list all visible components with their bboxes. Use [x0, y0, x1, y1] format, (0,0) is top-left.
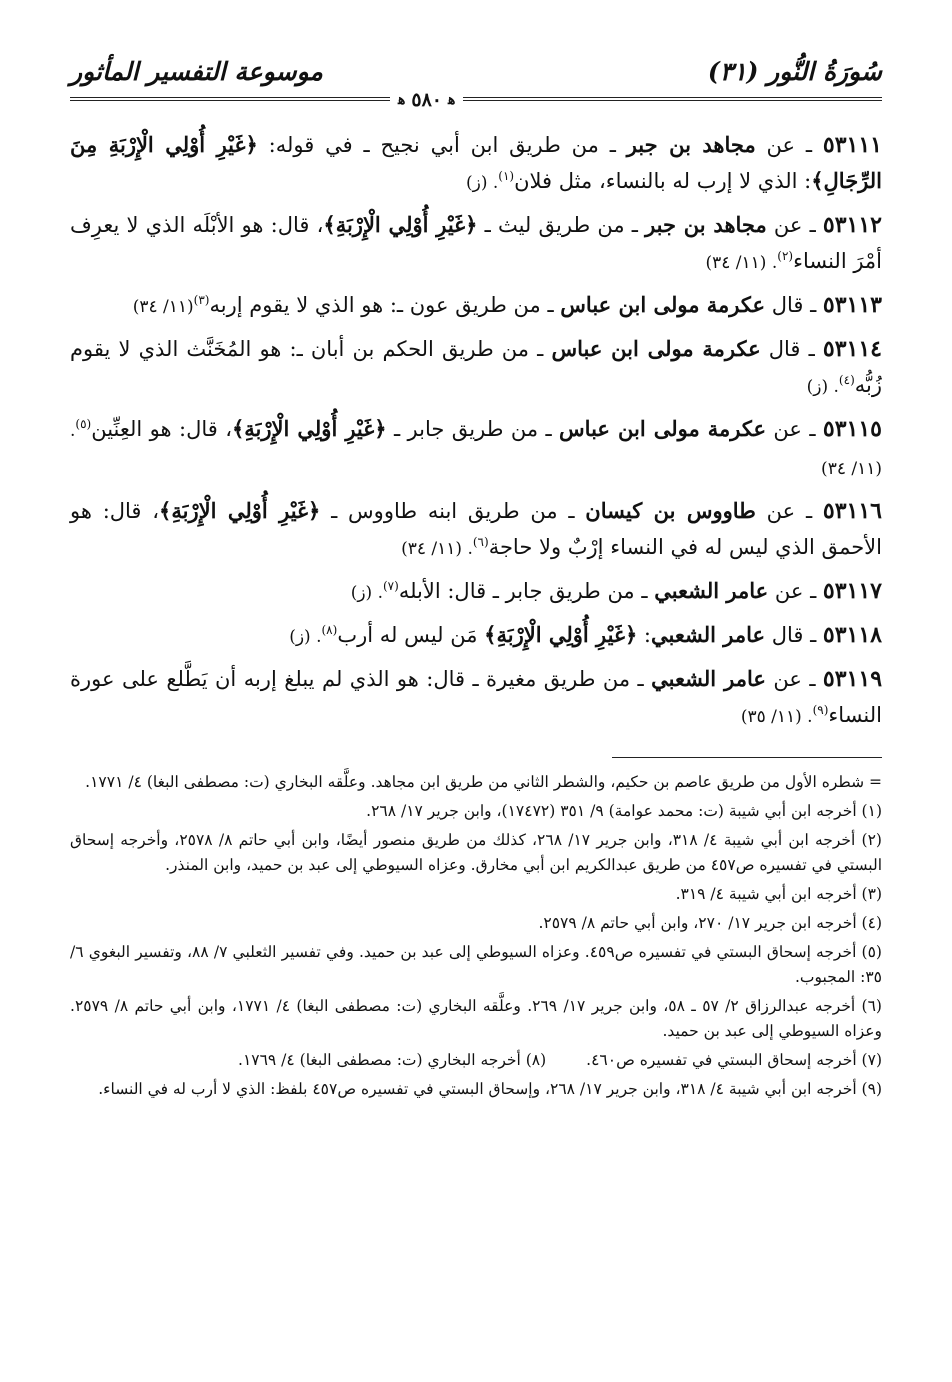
volume-reference: . (ز) [465, 173, 499, 193]
page [70, 55, 882, 1355]
narration-text: : [637, 623, 652, 647]
narration-text: ـ من طريق ليث ـ [477, 213, 646, 237]
narration-number: ٥٣١١٦ [822, 498, 882, 524]
footnote: (٩) أخرجه ابن أبي شيبة ٤/ ٣١٨، وابن جرير ١٧/ ٢٦٨، وإسحاق البستي في تفسيره ص٤٥٧ بلفظ: الذي لا أرب له في النساء. [98, 1080, 882, 1098]
narration-text: ـ من طريق ابن أبي نجيح ـ في قوله: [257, 133, 627, 157]
narrator-name: عامر الشعبي [654, 578, 769, 603]
quran-quote: ﴿غَيْرِ أُوْلِي الْإِرْبَةِ﴾ [231, 416, 387, 441]
narration-text: ـ من طريق عون ـ: هو الذي لا يقوم إربه [209, 293, 561, 317]
narration-text: ـ عن [768, 579, 823, 603]
narration-text: ـ من طريق ابنه طاووس ـ [320, 499, 586, 523]
narration-text: ـ من طريق الحكم بن أبان ـ: هو المُخَنَّث الذي لا يقوم زُبُّه [70, 337, 882, 397]
narrator-name: عكرمة مولى ابن عباس [551, 336, 761, 361]
narration-entry [70, 331, 882, 405]
header-rule [70, 97, 882, 101]
footnote: (٦) أخرجه عبدالرزاق ٢/ ٥٧ ـ ٥٨، وابن جرير ١٧/ ٢٦٩. وعلَّقه البخاري (ت: مصطفى البغا) ٤/ ١٧٧١، وابن أبي حاتم ٨/ ٢٥٧٩. وعزاه السيوطي إلى عبد بن حميد. [70, 997, 882, 1040]
narration-text: ـ عن [755, 133, 823, 157]
narration-number: ٥٣١١٩ [822, 666, 883, 692]
narration-number: ٥٣١١٨ [822, 622, 882, 648]
narration-number: ٥٣١١٧ [822, 578, 882, 604]
quran-quote: ﴿غَيْرِ أُوْلِي الْإِرْبَةِ﴾ [323, 212, 478, 237]
footnote-marker: (١) [498, 169, 515, 183]
narration-entry [70, 573, 882, 611]
footnote-marker: (٧) [382, 579, 399, 593]
footnote-marker: (٣) [193, 293, 210, 307]
narration-text: ، قال: هو العِنِّين [91, 417, 232, 441]
narration-text: ، قال: هو الأحمق الذي ليس له في النساء إرْبٌ ولا حاجة [70, 499, 882, 559]
narration-text: ـ من طريق جابر ـ قال: الأبله [398, 579, 655, 603]
narration-text: مَن ليس له أرب [337, 623, 485, 647]
volume-reference: . (ز) [289, 627, 322, 647]
narration-entry [70, 127, 882, 201]
narrator-name: مجاهد بن جبر [645, 212, 767, 237]
footnote: (١) أخرجه ابن أبي شيبة (ت: محمد عوامة) ٩/ ٣٥١ (١٧٤٧٢)، وابن جرير ١٧/ ٢٦٨. [366, 802, 882, 820]
narration-text: ـ قال [765, 623, 823, 647]
narration-entry [70, 661, 882, 735]
footnote-marker: (٢) [777, 249, 794, 263]
volume-reference: . (١١/ ٣٤) [70, 421, 882, 479]
narration-text: ـ عن [755, 499, 823, 523]
ornament-right-icon: ﮬ [448, 92, 456, 108]
quran-quote: ﴿غَيْرِ أُوْلِي الْإِرْبَةِ مِنَ الرِّجَالِ﴾ [70, 132, 882, 193]
footnote-marker: (٩) [812, 703, 829, 717]
narration-text: ـ قال [760, 337, 823, 361]
narration-number: ٥٣١١٥ [822, 416, 882, 442]
narration-number: ٥٣١١١ [822, 132, 882, 158]
narration-text: ـ عن [765, 417, 823, 441]
narrator-name: طاووس بن كيسان [585, 498, 756, 523]
narrator-name: عامر الشعبي [651, 666, 766, 691]
narration-number: ٥٣١١٤ [822, 336, 882, 362]
narration-entry [70, 287, 882, 325]
footnote-pair [70, 1048, 882, 1073]
footnote: (٢) أخرجه ابن أبي شيبة ٤/ ٣١٨، وابن جرير ١٧/ ٢٦٨، كذلك من طريق منصور أيضًا، وابن أبي حاتم ٨/ ٢٥٧٨، وأخرجه إسحاق البستي في تفسيره ص٤٥٧ من طريق عبدالكريم ابن أبي مخارق. وعزاه السيوطي إلى عبد بن حميد، وابن المنذر. [70, 831, 882, 874]
narration-number: ٥٣١١٢ [822, 212, 882, 238]
volume-reference: . (ز) [350, 583, 383, 603]
footnote-marker: (٤) [838, 373, 855, 387]
page-number-box [390, 89, 463, 111]
page-header [70, 55, 882, 111]
book-title: موسوعة التفسير المأثور [70, 57, 323, 86]
narration-number: ٥٣١١٣ [822, 292, 882, 318]
narration-text: ـ من طريق مغيرة ـ قال: هو الذي لم يبلغ إربه أن يَطَّلع على عورة النساء [70, 667, 882, 727]
narration-entry [70, 207, 882, 281]
narration-list [70, 127, 882, 735]
narration-text: ـ قال [765, 293, 823, 317]
volume-reference: . (١١/ ٣٤) [705, 253, 778, 273]
narrator-name: عكرمة مولى ابن عباس [559, 416, 766, 441]
ornament-left-icon: ﮬ [398, 92, 406, 108]
footnote: (٤) أخرجه ابن جرير ١٧/ ٢٧٠، وابن أبي حاتم ٨/ ٢٥٧٩. [538, 914, 882, 932]
volume-reference: (١١/ ٣٤) [132, 297, 194, 317]
quran-quote: ﴿غَيْرِ أُوْلِي الْإِرْبَةِ﴾ [484, 622, 638, 647]
footnote: = شطره الأول من طريق عاصم بن حكيم، والشطر الثاني من طريق ابن مجاهد. وعلَّقه البخاري (ت: مصطفى البغا) ٤/ ١٧٧١. [85, 773, 882, 791]
narration-entry [70, 617, 882, 655]
volume-reference: . (١١/ ٣٥) [740, 707, 813, 727]
footnote: (٥) أخرجه إسحاق البستي في تفسيره ص٤٥٩. وعزاه السيوطي إلى عبد بن حميد. وفي تفسير الثعلبي ٧/ ٨٨، وتفسير البغوي ٦/ ٣٥: المجبوب. [70, 943, 882, 986]
narration-text: ـ عن [765, 667, 823, 691]
footnote: (٧) أخرجه إسحاق البستي في تفسيره ص٤٦٠. [586, 1051, 882, 1069]
page-number: ٥٨٠ [411, 89, 443, 111]
surah-title: سُورَةُ النُّور (٣١) [707, 57, 882, 86]
volume-reference: . (١١/ ٣٤) [401, 539, 473, 559]
narrator-name: عكرمة مولى ابن عباس [560, 292, 766, 317]
footnote-marker: (٥) [75, 417, 92, 431]
footnote: (٣) أخرجه ابن أبي شيبة ٤/ ٣١٩. [675, 885, 882, 903]
volume-reference: . (ز) [806, 377, 839, 397]
footnote-marker: (٨) [321, 623, 338, 637]
narration-entry [70, 411, 882, 487]
footnotes [70, 770, 882, 1102]
footnote-separator [612, 757, 882, 758]
narration-text: ، قال: هو الأبْلَه الذي لا يعرِف أمْرَ النساء [70, 213, 882, 273]
footnote-marker: (٦) [472, 535, 489, 549]
narration-text: : الذي لا إرب له بالنساء، مثل فلان [514, 169, 812, 193]
narration-text: ـ من طريق جابر ـ [386, 417, 560, 441]
narrator-name: عامر الشعبي [651, 622, 766, 647]
footnote: (٨) أخرجه البخاري (ت: مصطفى البغا) ٤/ ١٧٦٩. [238, 1051, 547, 1069]
narrator-name: مجاهد بن جبر [626, 132, 756, 157]
narration-text: ـ عن [766, 213, 823, 237]
narration-entry [70, 493, 882, 567]
quran-quote: ﴿غَيْرِ أُوْلِي الْإِرْبَةِ﴾ [159, 498, 321, 523]
